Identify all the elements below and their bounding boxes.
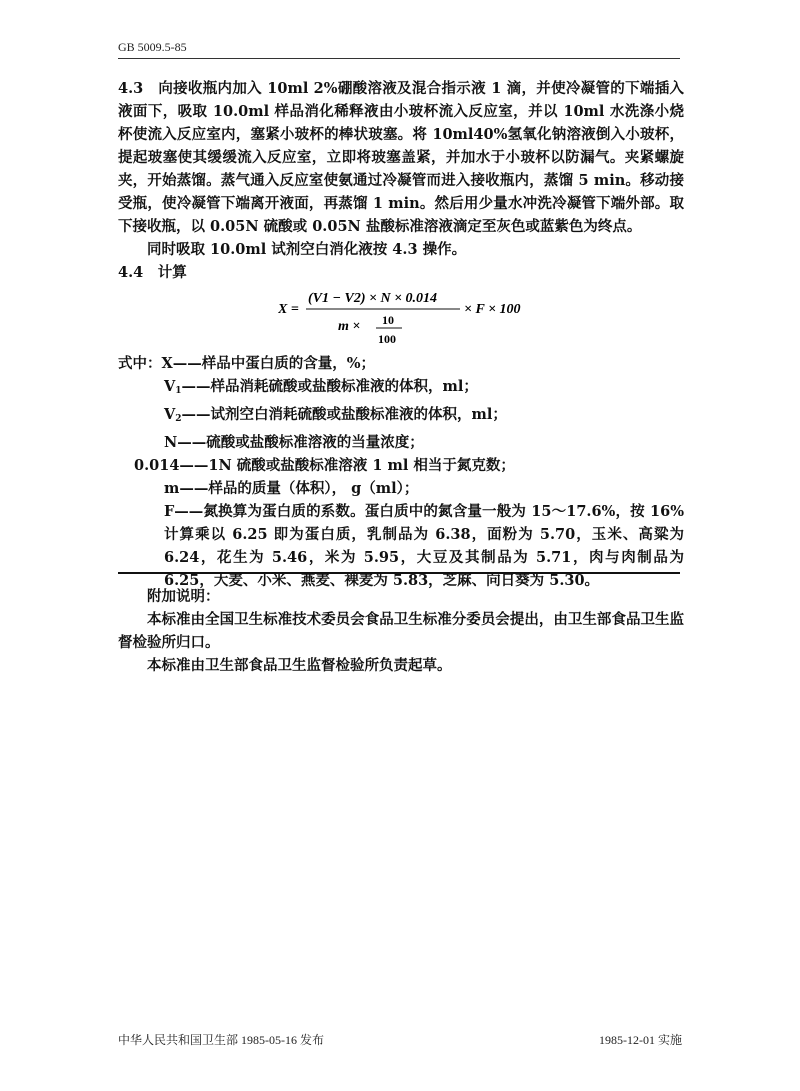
protein-formula xyxy=(118,286,684,350)
note-line-1: 本标准由全国卫生标准技术委员会食品卫生标准分委员会提出，由卫生部食品卫生监督检验所归口。 xyxy=(118,611,684,651)
formula-frac-den: 100 xyxy=(378,332,396,346)
formula-denominator-m: m × xyxy=(338,319,361,334)
section-divider xyxy=(118,572,680,574)
variable-definitions xyxy=(118,352,684,592)
def-x: 式中：X——样品中蛋白质的含量，%； xyxy=(118,355,376,372)
note-line-2: 本标准由卫生部食品卫生监督检验所负责起草。 xyxy=(147,657,452,674)
def-v1: $V_1——$样品消耗硫酸或盐酸标准液的体积，ml； xyxy=(164,378,478,396)
def-0014: 0.014——1N 硫酸或盐酸标准溶液 1 ml 相当于氮克数； xyxy=(134,457,515,474)
section-4-4-title: 4.4 计算 xyxy=(118,264,187,281)
formula-numerator: (V1 − V2) × N × 0.014 xyxy=(308,291,438,306)
formula-lhs: X = xyxy=(278,302,299,317)
header-rule xyxy=(118,58,680,59)
section-4-3-paragraph: 4.3 向接收瓶内加入 10ml 2%硼酸溶液及混合指示液 1 滴，并使冷凝管的下端插入液面下，吸取 10.0ml 样品消化稀释液由小玻杯流入反应室，并以 10ml 水洗涤小烧杯使流入反应室内，塞紧小玻杯的棒状玻塞。将 10ml40%氢氧化钠溶液倒入小玻杯，提起玻塞使其缓缓流入反应室，立即将玻塞盖紧，并加水于小玻杯以防漏气。夹紧螺旋夹，开始蒸馏。蒸气通入反应室使氨通过冷凝管而进入接收瓶内，蒸馏 5 min。移动接受瓶，使冷凝管下端离开液面，再蒸馏 1 min。然后用少量水冲洗冷凝管下端外部。取下接收瓶，以 0.05N 硫酸或 0.05N 盐酸标准溶液滴定至灰色或蓝紫色为终点。 xyxy=(118,80,684,235)
main-content xyxy=(118,77,684,592)
section-4-3-blank-paragraph: 同时吸取 10.0ml 试剂空白消化液按 4.3 操作。 xyxy=(147,241,467,258)
formula-tail: × F × 100 xyxy=(464,302,521,317)
note-title: 附加说明： xyxy=(147,588,220,605)
def-v2: $V_2——$试剂空白消耗硫酸或盐酸标准液的体积，ml； xyxy=(164,406,507,424)
def-f: F——氮换算为蛋白质的系数。蛋白质中的氮含量一般为 15～17.6%，按 16%计算乘以 6.25 即为蛋白质，乳制品为 6.38，面粉为 5.70，玉米、高粱为 6.24，花生为 5.46，米为 5.95，大豆及其制品为 5.71，肉与肉制品为 6.25，大麦、小米、燕麦、裸麦为 5.83，芝麻、向日葵为 5.30。 xyxy=(164,503,684,589)
formula-frac-num: 10 xyxy=(382,313,394,327)
def-n: N——硫酸或盐酸标准溶液的当量浓度； xyxy=(164,434,424,451)
issue-date: 中华人民共和国卫生部 1985-05-16 发布 xyxy=(118,1033,324,1047)
effective-date: 1985-12-01 实施 xyxy=(599,1033,682,1047)
def-m: m——样品的质量（体积）， g（ml）； xyxy=(164,480,419,497)
additional-notes xyxy=(118,585,684,677)
document-code: GB 5009.5-85 xyxy=(118,40,187,54)
